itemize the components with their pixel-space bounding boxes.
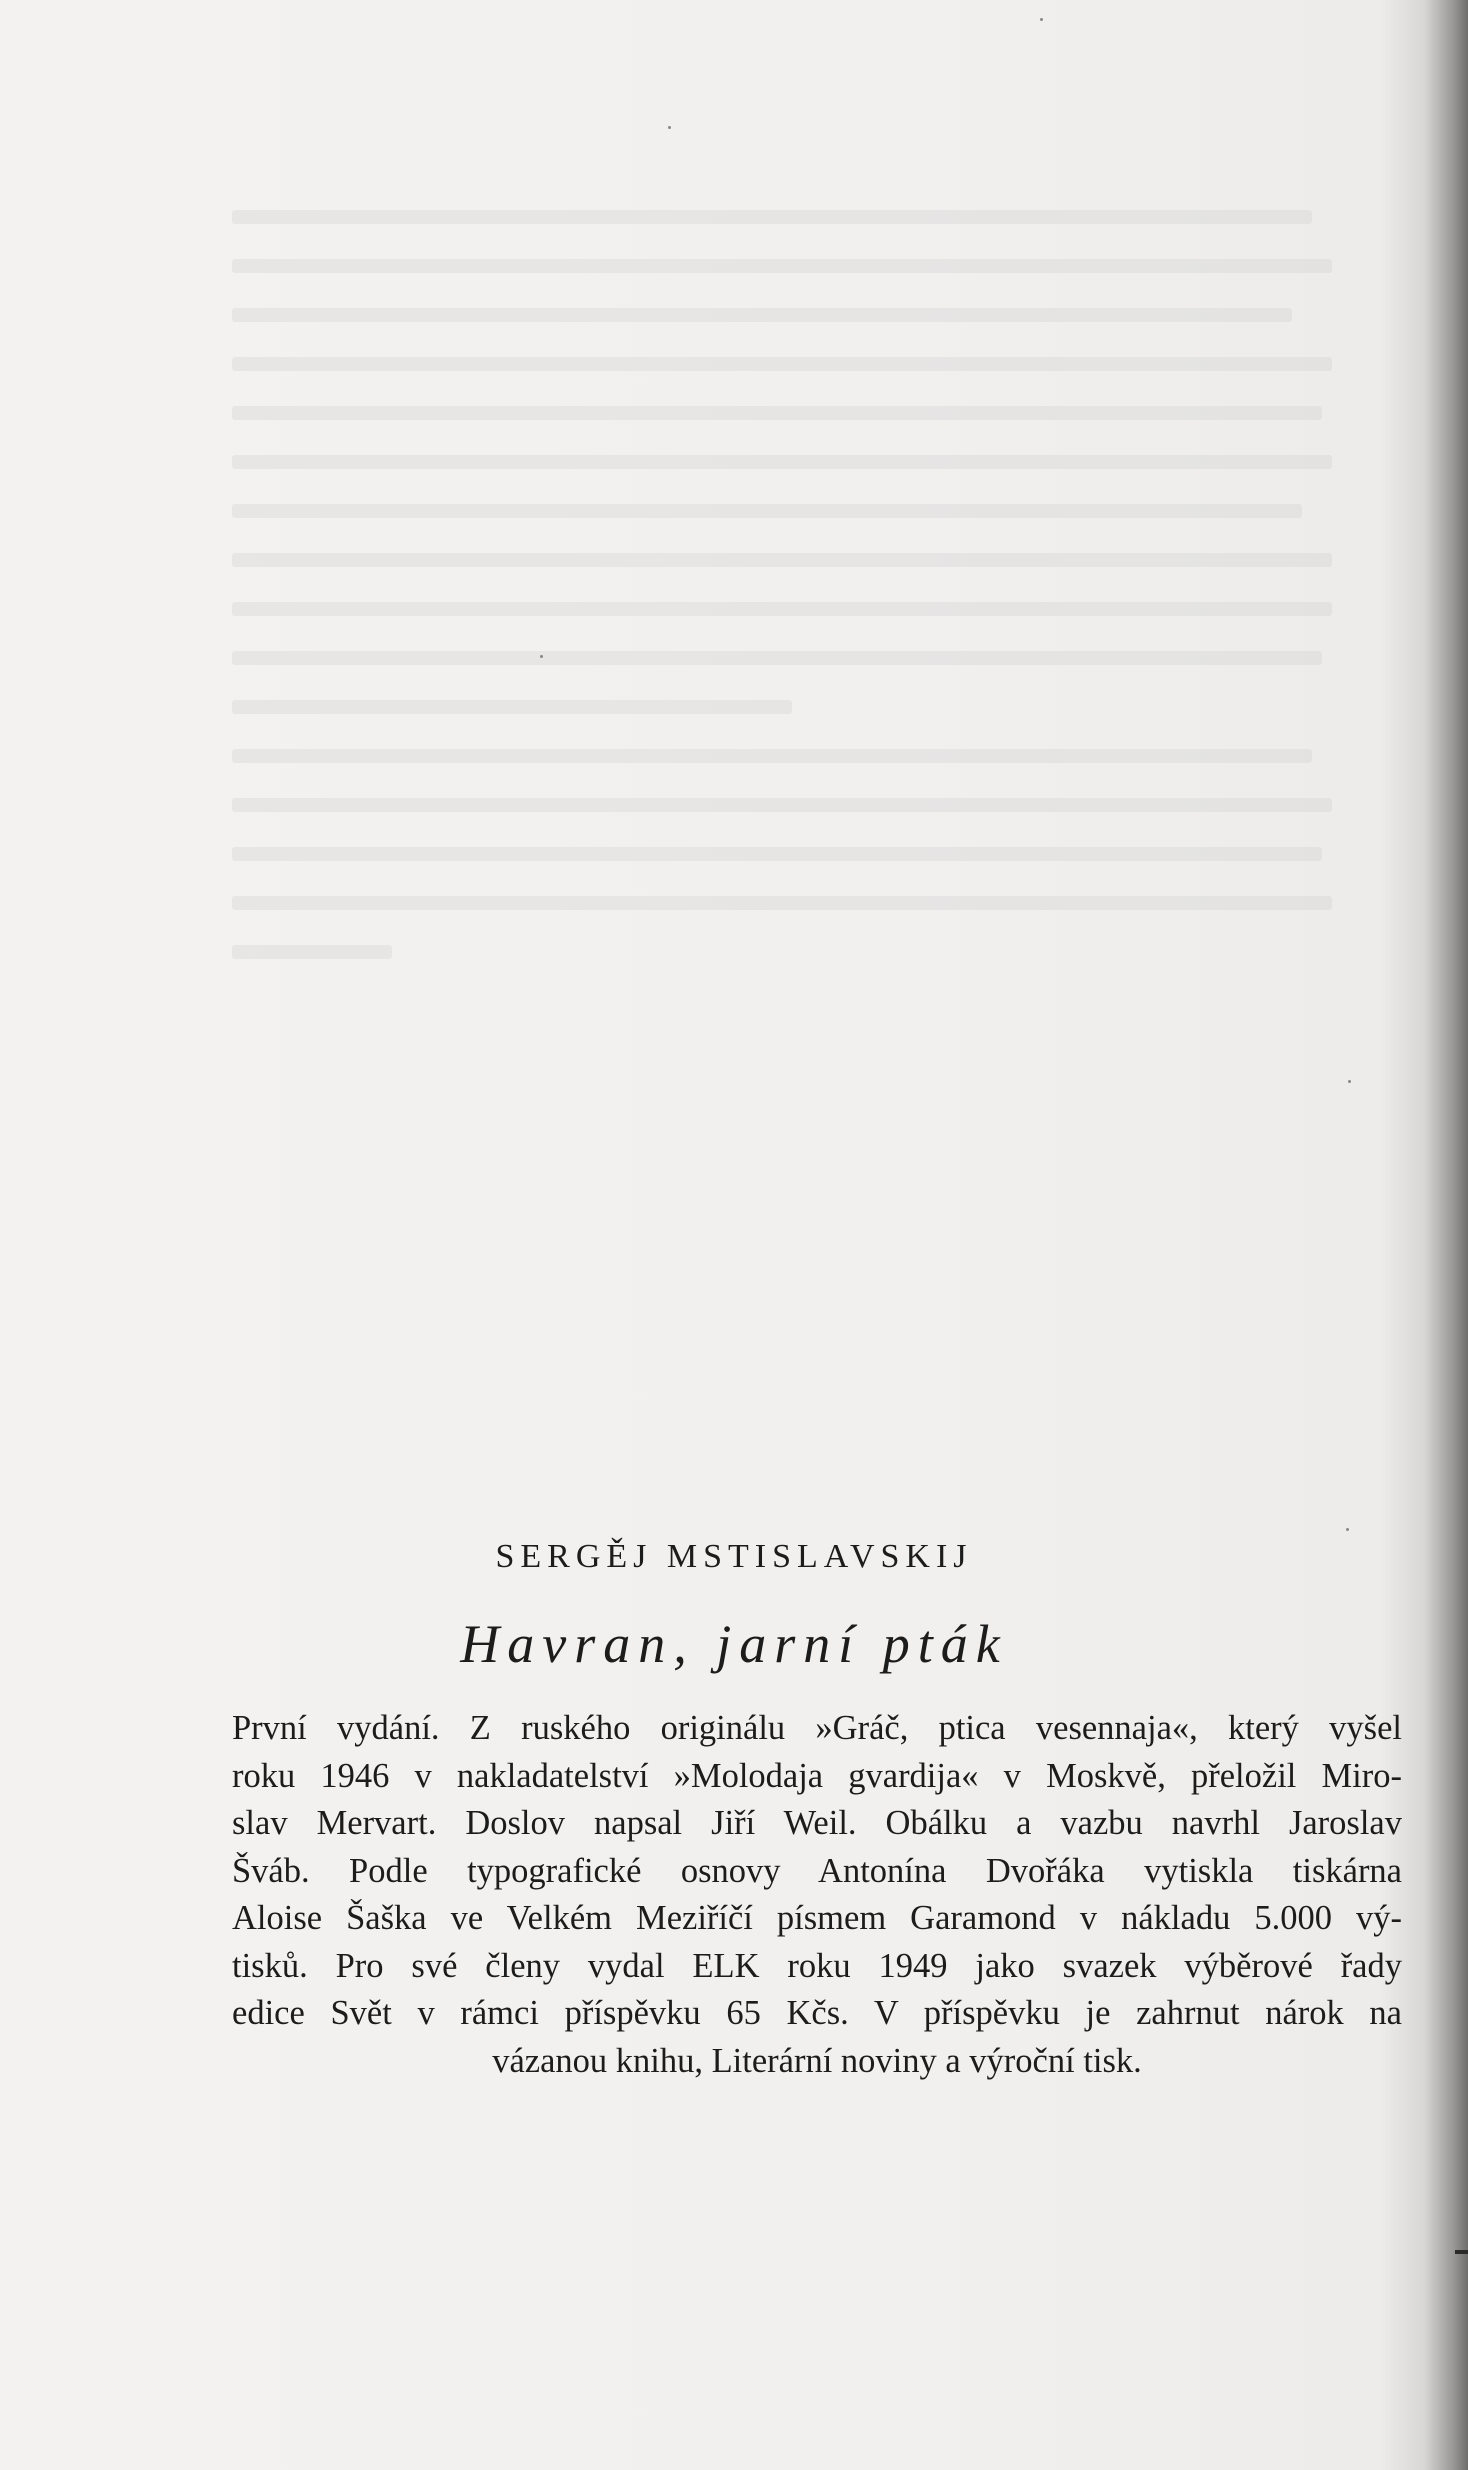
paper-speck	[540, 655, 543, 658]
colophon-line: roku 1946 v nakladatelství »Molodaja gvardija« v Moskvě, přeložil Miro-	[232, 1756, 1402, 1795]
author-name: SERGĚJ MSTISLAVSKIJ	[495, 1538, 973, 1575]
colophon-line: edice Svět v rámci příspěvku 65 Kčs. V příspěvku je zahrnut nárok na	[232, 1994, 1402, 2032]
book-title: Havran, jarní pták	[460, 1614, 1008, 1674]
colophon-line: slav Mervart. Doslov napsal Jiří Weil. Obálku a vazbu navrhl Jaroslav	[232, 1804, 1402, 1842]
colophon-line: První vydání. Z ruského originálu »Gráč, ptica vesennaja«, který vyšel	[232, 1709, 1402, 1747]
paper-speck	[1040, 18, 1043, 21]
colophon	[232, 1705, 1402, 2085]
colophon-line: tisků. Pro své členy vydal ELK roku 1949 jako svazek výběrové řady	[232, 1946, 1402, 1985]
colophon-line: Šváb. Podle typografické osnovy Antonína Dvořáka vytiskla tiskárna	[232, 1851, 1402, 1890]
colophon-line: vázanou knihu, Literární noviny a výroční tisk.	[492, 2041, 1142, 2080]
colophon-line: Aloise Šaška ve Velkém Meziříčí písmem Garamond v nákladu 5.000 vý-	[232, 1899, 1402, 1937]
page-edge-mark	[1455, 2250, 1468, 2254]
paper-speck	[1346, 1528, 1349, 1531]
paper-speck	[668, 126, 671, 129]
bleed-through-text	[232, 190, 1332, 974]
paper-speck	[1348, 1080, 1351, 1083]
